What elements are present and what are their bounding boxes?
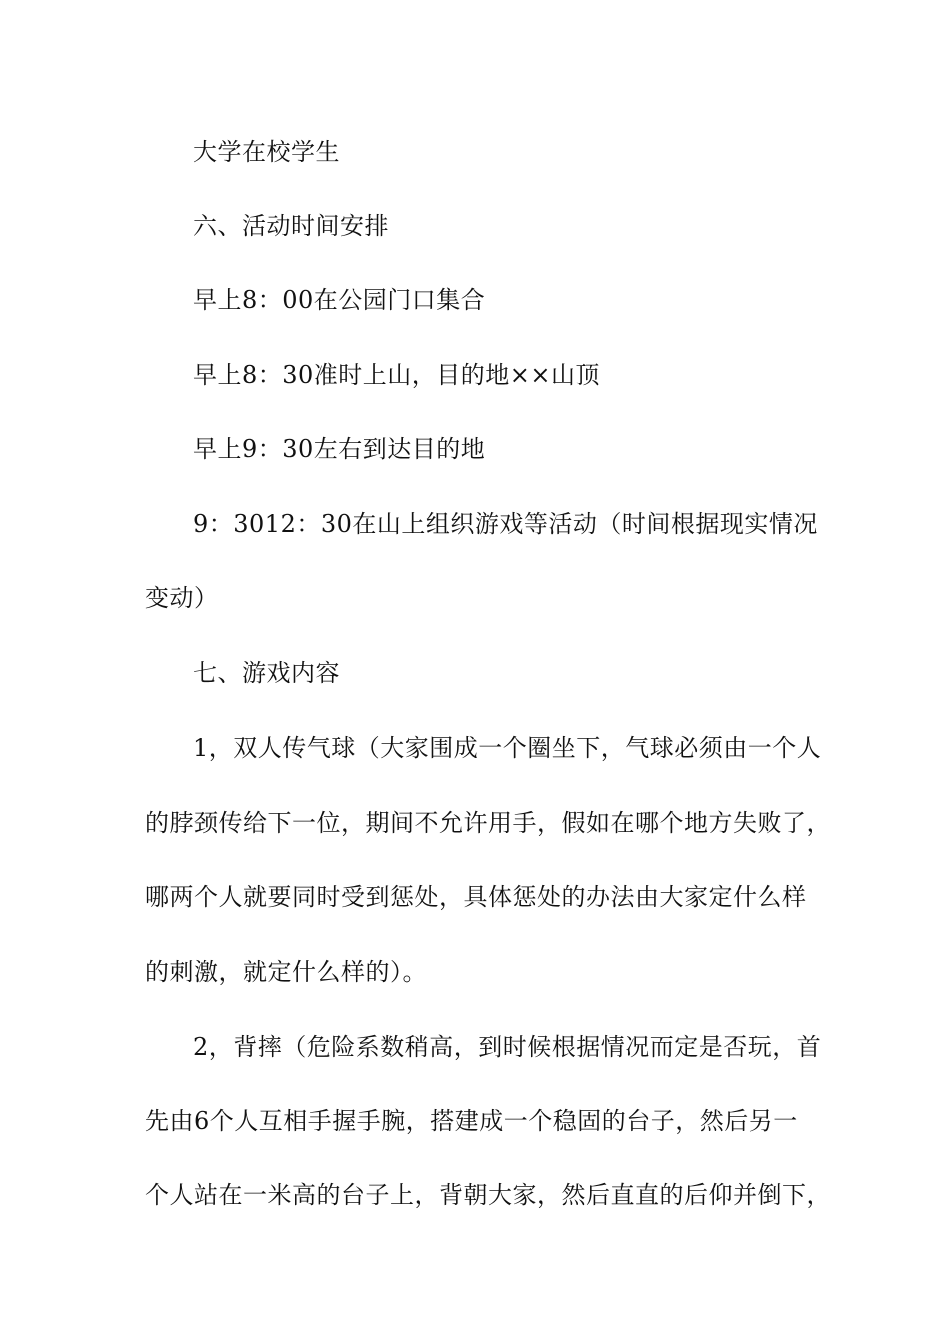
text-line: 2，背摔（危险系数稍高，到时候根据情况而定是否玩，首: [193, 1033, 822, 1061]
text-line: 的脖颈传给下一位，期间不允许用手，假如在哪个地方失败了，: [145, 809, 831, 837]
text-line: 先由6个人互相手握手腕，搭建成一个稳固的台子，然后另一: [145, 1107, 798, 1135]
section-heading: 七、游戏内容: [193, 659, 340, 687]
section-heading: 六、活动时间安排: [193, 212, 389, 240]
text-line: 变动）: [145, 584, 219, 612]
text-line: 大学在校学生: [193, 138, 340, 166]
text-line: 1，双人传气球（大家围成一个圈坐下，气球必须由一个人: [193, 734, 822, 762]
text-line: 早上8：00在公园门口集合: [193, 286, 486, 314]
text-line: 早上8：30准时上山，目的地××山顶: [193, 361, 601, 389]
text-line: 哪两个人就要同时受到惩处，具体惩处的办法由大家定什么样: [145, 883, 807, 911]
text-line: 9：3012：30在山上组织游戏等活动（时间根据现实情况: [193, 510, 818, 538]
text-line: 的刺激，就定什么样的）。: [145, 958, 427, 986]
text-line: 早上9：30左右到达目的地: [193, 435, 486, 463]
text-line: 个人站在一米高的台子上，背朝大家，然后直直的后仰并倒下，: [145, 1181, 831, 1209]
